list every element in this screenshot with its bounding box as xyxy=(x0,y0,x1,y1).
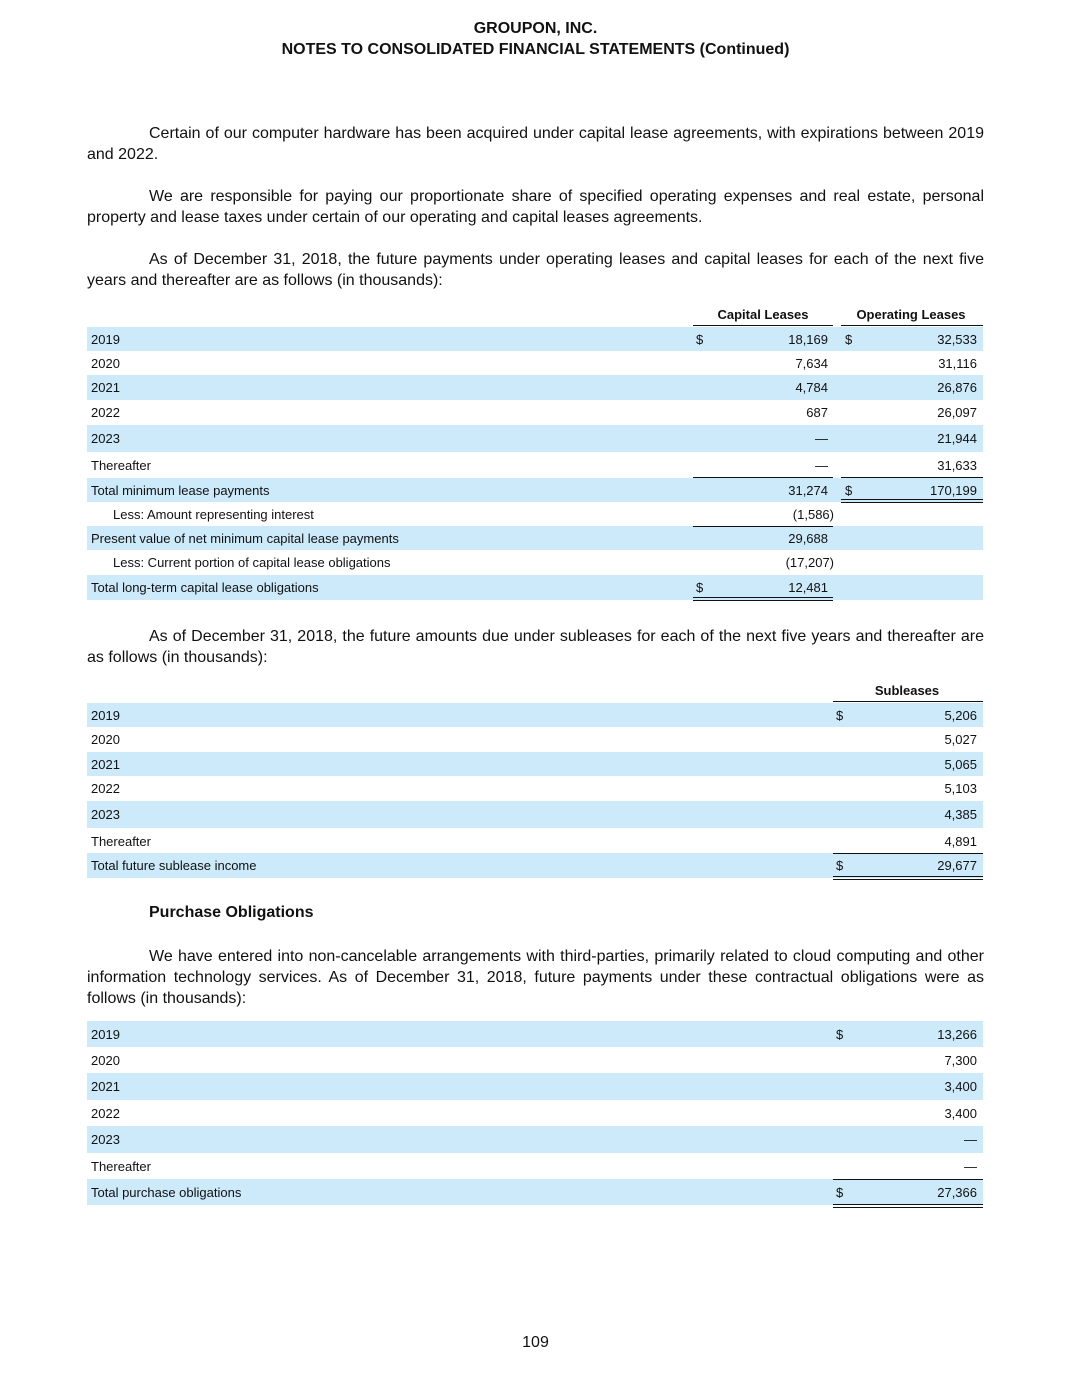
page-title: NOTES TO CONSOLIDATED FINANCIAL STATEMENTS (Continued) xyxy=(281,41,790,58)
row-label: Total purchase obligations xyxy=(91,1185,242,1200)
row-label: Thereafter xyxy=(91,834,151,849)
purchase-obligation-value: — xyxy=(964,1132,977,1147)
capital-lease-value: 29,688 xyxy=(788,531,828,546)
row-label: 2019 xyxy=(91,332,120,347)
operating-lease-value: 26,876 xyxy=(937,380,977,395)
purchase-obligation-value: 13,266 xyxy=(937,1027,977,1042)
row-label: 2019 xyxy=(91,1027,120,1042)
table-row xyxy=(87,853,983,878)
paragraph-subleases-intro: As of December 31, 2018, the future amounts due under subleases for each of the next five years and thereafter are as follows (in thousands): xyxy=(87,628,984,666)
capital-lease-value: (17,207) xyxy=(785,555,834,570)
capital-lease-value: (1,586) xyxy=(792,507,834,522)
operating-lease-value: 31,116 xyxy=(938,356,977,371)
purchase-obligation-value: — xyxy=(964,1159,977,1174)
currency-symbol: $ xyxy=(696,580,704,595)
table-row xyxy=(87,703,983,727)
table-row xyxy=(87,752,983,776)
operating-lease-value: 170,199 xyxy=(930,483,977,498)
capital-lease-value: — xyxy=(815,458,828,473)
capital-lease-value: 4,784 xyxy=(795,380,828,395)
table-row xyxy=(87,1100,983,1126)
table-row xyxy=(87,776,983,801)
operating-lease-value: 32,533 xyxy=(937,332,977,347)
capital-lease-value: 12,481 xyxy=(788,580,828,595)
row-label: Total long-term capital lease obligations xyxy=(91,580,319,595)
header-underline xyxy=(841,325,983,326)
capital-lease-value: 18,169 xyxy=(788,332,828,347)
operating-lease-value: 21,944 xyxy=(937,431,977,446)
table-row xyxy=(87,828,983,853)
table-row xyxy=(87,327,983,351)
operating-lease-value: 26,097 xyxy=(937,405,977,420)
header-underline xyxy=(693,325,833,326)
currency-symbol: $ xyxy=(836,708,844,723)
currency-symbol: $ xyxy=(845,332,853,347)
row-label: 2021 xyxy=(91,1079,120,1094)
table-row xyxy=(87,801,983,828)
currency-symbol: $ xyxy=(845,483,853,498)
row-label: Total future sublease income xyxy=(91,858,257,873)
table-row xyxy=(87,351,983,375)
column-header-operating-leases: Operating Leases xyxy=(856,307,966,322)
section-heading-purchase-obligations: Purchase Obligations xyxy=(149,904,314,921)
table-row xyxy=(87,502,983,526)
subtotal-rule xyxy=(693,526,833,527)
purchase-obligation-value: 7,300 xyxy=(944,1053,977,1068)
table-row xyxy=(87,1179,983,1205)
row-label: 2023 xyxy=(91,807,120,822)
table-row xyxy=(87,425,983,452)
header-underline xyxy=(833,701,983,702)
row-label: 2020 xyxy=(91,732,120,747)
table-row xyxy=(87,400,983,425)
currency-symbol: $ xyxy=(696,332,704,347)
table-row xyxy=(87,1153,983,1179)
purchase-obligation-value: 27,366 xyxy=(937,1185,977,1200)
column-header-capital-leases: Capital Leases xyxy=(717,307,809,322)
sublease-value: 4,891 xyxy=(944,834,977,849)
subtotal-rule xyxy=(841,477,983,478)
paragraph-purchase-obligations: We have entered into non-cancelable arrangements with third-parties, primarily related to cloud computing and other information technology services. As of December 31, 2018, future payments under these contractual obligations were as follows (in thousands): xyxy=(87,948,984,1007)
row-label: 2021 xyxy=(91,757,120,772)
table-row xyxy=(87,550,983,575)
row-label: 2020 xyxy=(91,356,120,371)
row-label: Present value of net minimum capital lease payments xyxy=(91,531,399,546)
capital-lease-value: 687 xyxy=(806,405,828,420)
row-label: Thereafter xyxy=(91,458,151,473)
table-row xyxy=(87,727,983,752)
row-label: 2022 xyxy=(91,1106,120,1121)
purchase-obligation-value: 3,400 xyxy=(944,1079,977,1094)
row-label: Total minimum lease payments xyxy=(91,483,270,498)
paragraph-operating-expenses: We are responsible for paying our proportionate share of specified operating expenses and real estate, personal property and lease taxes under certain of our operating and capital leases agreements. xyxy=(87,188,984,226)
page-number: 109 xyxy=(522,1334,549,1351)
paragraph-capital-lease-hardware: Certain of our computer hardware has been acquired under capital lease agreements, with expirations between 2019 and 2022. xyxy=(87,125,984,163)
capital-lease-value: — xyxy=(815,431,828,446)
sublease-value: 5,027 xyxy=(944,732,977,747)
table-row xyxy=(87,1047,983,1073)
row-label: Less: Amount representing interest xyxy=(113,507,314,522)
row-label: 2021 xyxy=(91,380,120,395)
currency-symbol: $ xyxy=(836,858,844,873)
table-row xyxy=(87,375,983,400)
paragraph-future-payments-intro: As of December 31, 2018, the future payments under operating leases and capital leases for each of the next five years and thereafter are as follows (in thousands): xyxy=(87,251,984,289)
row-label: Thereafter xyxy=(91,1159,151,1174)
sublease-value: 4,385 xyxy=(944,807,977,822)
total-double-rule xyxy=(693,597,833,601)
subtotal-rule xyxy=(693,477,833,478)
total-double-rule xyxy=(841,499,983,503)
subtotal-rule xyxy=(833,853,983,854)
row-label: Less: Current portion of capital lease obligations xyxy=(113,555,391,570)
row-label: 2022 xyxy=(91,405,120,420)
sublease-value: 5,065 xyxy=(944,757,977,772)
currency-symbol: $ xyxy=(836,1185,844,1200)
sublease-value: 5,206 xyxy=(944,708,977,723)
total-double-rule xyxy=(833,876,983,880)
capital-lease-value: 31,274 xyxy=(788,483,828,498)
table-row xyxy=(87,1021,983,1047)
row-label: 2020 xyxy=(91,1053,120,1068)
table-row xyxy=(87,575,983,600)
table-row xyxy=(87,452,983,477)
sublease-value: 5,103 xyxy=(944,781,977,796)
company-name: GROUPON, INC. xyxy=(473,20,598,37)
total-double-rule xyxy=(833,1204,983,1208)
subtotal-rule xyxy=(833,1179,983,1180)
row-label: 2023 xyxy=(91,1132,120,1147)
row-label: 2019 xyxy=(91,708,120,723)
currency-symbol: $ xyxy=(836,1027,844,1042)
purchase-obligation-value: 3,400 xyxy=(944,1106,977,1121)
sublease-value: 29,677 xyxy=(937,858,977,873)
table-row xyxy=(87,526,983,550)
row-label: 2023 xyxy=(91,431,120,446)
column-header-subleases: Subleases xyxy=(874,683,940,698)
capital-lease-value: 7,634 xyxy=(795,356,828,371)
table-row xyxy=(87,1073,983,1100)
operating-lease-value: 31,633 xyxy=(937,458,977,473)
row-label: 2022 xyxy=(91,781,120,796)
table-row xyxy=(87,1126,983,1153)
